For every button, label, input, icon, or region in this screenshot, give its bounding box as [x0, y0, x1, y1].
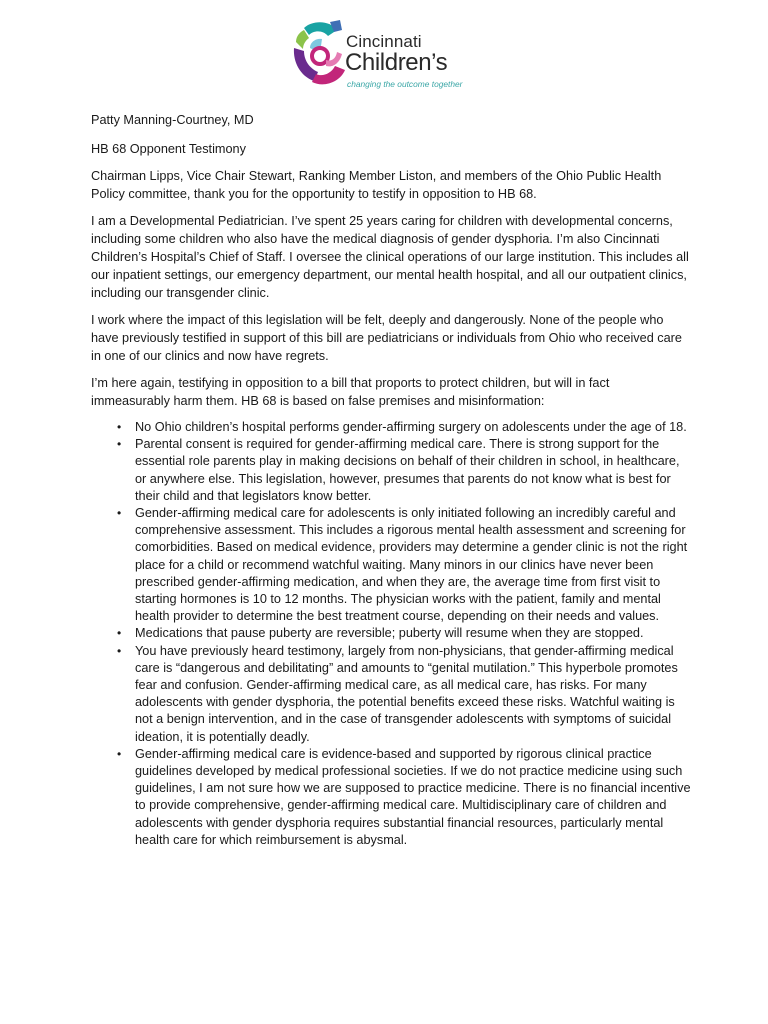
paragraph-1: Chairman Lipps, Vice Chair Stewart, Ranking Member Liston, and members of the Ohio Public Health Policy committee, thank you for the opportunity to testify in opposition to HB 68. [91, 169, 662, 201]
misinformation-list [91, 419, 691, 849]
bullet-icon: • [117, 420, 122, 434]
logo-mark-icon [290, 18, 350, 88]
bullet-icon: • [117, 746, 122, 761]
logo-name-top: Cincinnati [346, 32, 422, 51]
cincinnati-childrens-logo [290, 18, 480, 90]
list-item-text: Gender-affirming medical care is evidence-based and supported by rigorous clinical practice guidelines developed by medical professional societies. If we do not practice medicine using such guidelines, I am not sure how we are supposed to practice medicine. There is no financial incentive to provide comprehensive, gender-affirming medical care. Multidisciplinary care of children and adolescents with gender dysphoria requires substantial financial resources, particularly mental health care for which reimbursement is abysmal. [135, 746, 691, 847]
bullet-icon: • [117, 437, 122, 452]
list-item [91, 625, 691, 642]
list-item-text: Parental consent is required for gender-affirming medical care. There is strong support for the essential role parents play in making decisions on behalf of their children in school, in healthcare, or anywhere else. This legislation, however, presumes that parents do not know what is best for their child and that legislators know better. [135, 437, 680, 503]
list-item [91, 746, 691, 849]
bullet-icon: • [117, 643, 122, 658]
testimony-subject: HB 68 Opponent Testimony [91, 142, 246, 156]
paragraph-2: I am a Developmental Pediatrician. I’ve spent 25 years caring for children with developmental concerns, including some children who also have the medical diagnosis of gender dysphoria. I’m also Cincinnati Children’s Hospital’s Chief of Staff. I oversee the clinical operations of our large institution. This includes all our inpatient settings, our emergency department, our mental health hospital, and all our outpatient clinics, including our transgender clinic. [91, 214, 689, 300]
bullet-icon: • [117, 506, 122, 521]
list-item-text: You have previously heard testimony, largely from non-physicians, that gender-affirming medical care is “dangerous and debilitating” and amounts to “genital mutilation.” This hyperbole promotes fear and confusion. Gender-affirming medical care, as all medical care, has risks. For many adolescents with gender dysphoria, the potential benefits exceed these risks. Watchful waiting is not a benign intervention, and in the case of transgender adolescents with symptoms of suicidal ideation, it is potentially deadly. [135, 643, 678, 744]
list-item [91, 436, 691, 505]
list-item-text: Gender-affirming medical care for adolescents is only initiated following an incredibly careful and comprehensive assessment. This includes a rigorous mental health assessment and screening for comorbidities. Based on medical evidence, providers may determine a gender clinic is not the right place for a child or recommend watchful waiting. Many minors in our clinics have never been prescribed gender-affirming medication, and when they are, the average time from first visit to starting hormones is 10 to 12 months. The physician works with the patient, family and mental health provider to determine the best treatment course, depending on their needs and values. [135, 506, 688, 624]
bullet-icon: • [117, 626, 122, 641]
list-item-text: Medications that pause puberty are reversible; puberty will resume when they are stopped. [135, 626, 644, 641]
paragraph-3: I work where the impact of this legislation will be felt, deeply and dangerously. None of the people who have previously testified in support of this bill are pediatricians or individuals from Ohio who received care in one of our clinics and now have regrets. [91, 313, 682, 363]
letter-body [91, 109, 691, 849]
list-item-text: No Ohio children’s hospital performs gender-affirming surgery on adolescents under the age of 18. [135, 420, 687, 434]
list-item [91, 643, 691, 746]
list-item [91, 505, 691, 625]
paragraph-4: I’m here again, testifying in opposition to a bill that proports to protect children, but will in fact immeasurably harm them. HB 68 is based on false premises and misinformation: [91, 376, 610, 408]
author-name: Patty Manning-Courtney, MD [91, 113, 254, 127]
list-item [91, 419, 691, 436]
logo-name-main: Children’s [345, 49, 448, 76]
logo-tagline: changing the outcome together [347, 79, 463, 89]
